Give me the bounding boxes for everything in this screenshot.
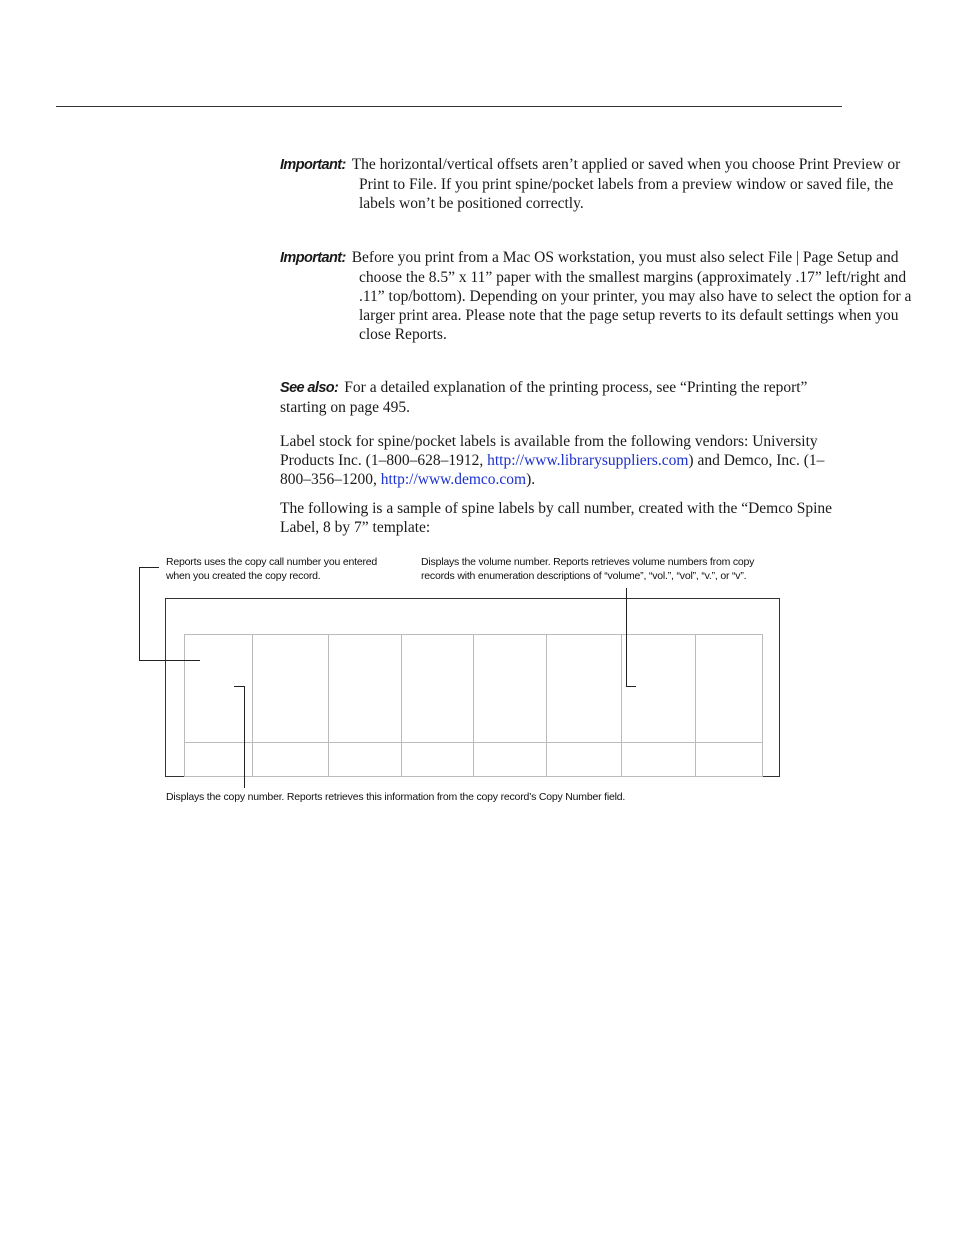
label-column-divider bbox=[546, 634, 547, 777]
volume-leader bbox=[626, 588, 627, 686]
volume-leader bbox=[626, 686, 636, 687]
important-text: Before you print from a Mac OS workstation, you must also select File | Page Setup and choose the 8.5” x 11” paper with the smallest margins (approximately .17” left/right and .11” top/bottom). Depending on your printer, you may also have to select the option for a larger print area. Please note that the page setup reverts to its default settings when you close Reports. bbox=[351, 249, 912, 343]
label-column-divider bbox=[695, 634, 696, 777]
demco-link[interactable]: http://www.demco.com bbox=[380, 471, 527, 488]
label-column-divider bbox=[473, 634, 474, 777]
vendors-text: ). bbox=[526, 471, 536, 488]
important-label: Important: bbox=[280, 250, 346, 266]
copy-number-leader bbox=[234, 686, 244, 687]
call-number-leader bbox=[139, 567, 159, 568]
header-rule bbox=[56, 106, 842, 107]
callout-volume: Displays the volume number. Reports retrieves volume numbers from copy records with enumeration descriptions of “volume”, “vol.”, “vol”, “v.”, or “v”. bbox=[421, 556, 755, 582]
vendors-text: Label stock for spine/pocket labels is available from the following vendors: University Products Inc. (1–800–628–1912, bbox=[280, 433, 818, 469]
important-text: The horizontal/vertical offsets aren’t applied or saved when you choose Print Preview or Print to File. If you print spine/pocket labels from a preview window or saved file, the labels won’t be positioned correctly. bbox=[351, 156, 901, 212]
callout-call-number: Reports uses the copy call number you entered when you created the copy record. bbox=[166, 556, 378, 582]
vendors-paragraph bbox=[280, 432, 840, 489]
callout-copy-number: Displays the copy number. Reports retrieves this information from the copy record’s Copy Number field. bbox=[166, 791, 626, 803]
call-number-leader bbox=[139, 660, 200, 661]
see-also-label: See also: bbox=[280, 380, 339, 396]
librarysuppliers-link[interactable]: http://www.librarysuppliers.com bbox=[487, 452, 689, 469]
important-label: Important: bbox=[280, 157, 346, 173]
see-also-note bbox=[280, 378, 840, 417]
see-also-text: For a detailed explanation of the printing process, see “Printing the report” starting on page 495. bbox=[280, 379, 808, 416]
important-note-mac bbox=[280, 248, 919, 344]
call-number-leader bbox=[139, 567, 140, 660]
vendors-text: ) and Demco, Inc. (1–800–356–1200, bbox=[280, 452, 825, 488]
label-column-divider bbox=[252, 634, 253, 777]
label-column-divider bbox=[328, 634, 329, 777]
important-note-offsets bbox=[280, 155, 919, 213]
label-column-divider bbox=[401, 634, 402, 777]
label-column-divider bbox=[621, 634, 622, 777]
copy-number-leader bbox=[244, 686, 245, 788]
label-row-divider bbox=[184, 742, 763, 743]
sample-intro: The following is a sample of spine labels by call number, created with the “Demco Spine Label, 8 by 7” template: bbox=[280, 500, 833, 536]
